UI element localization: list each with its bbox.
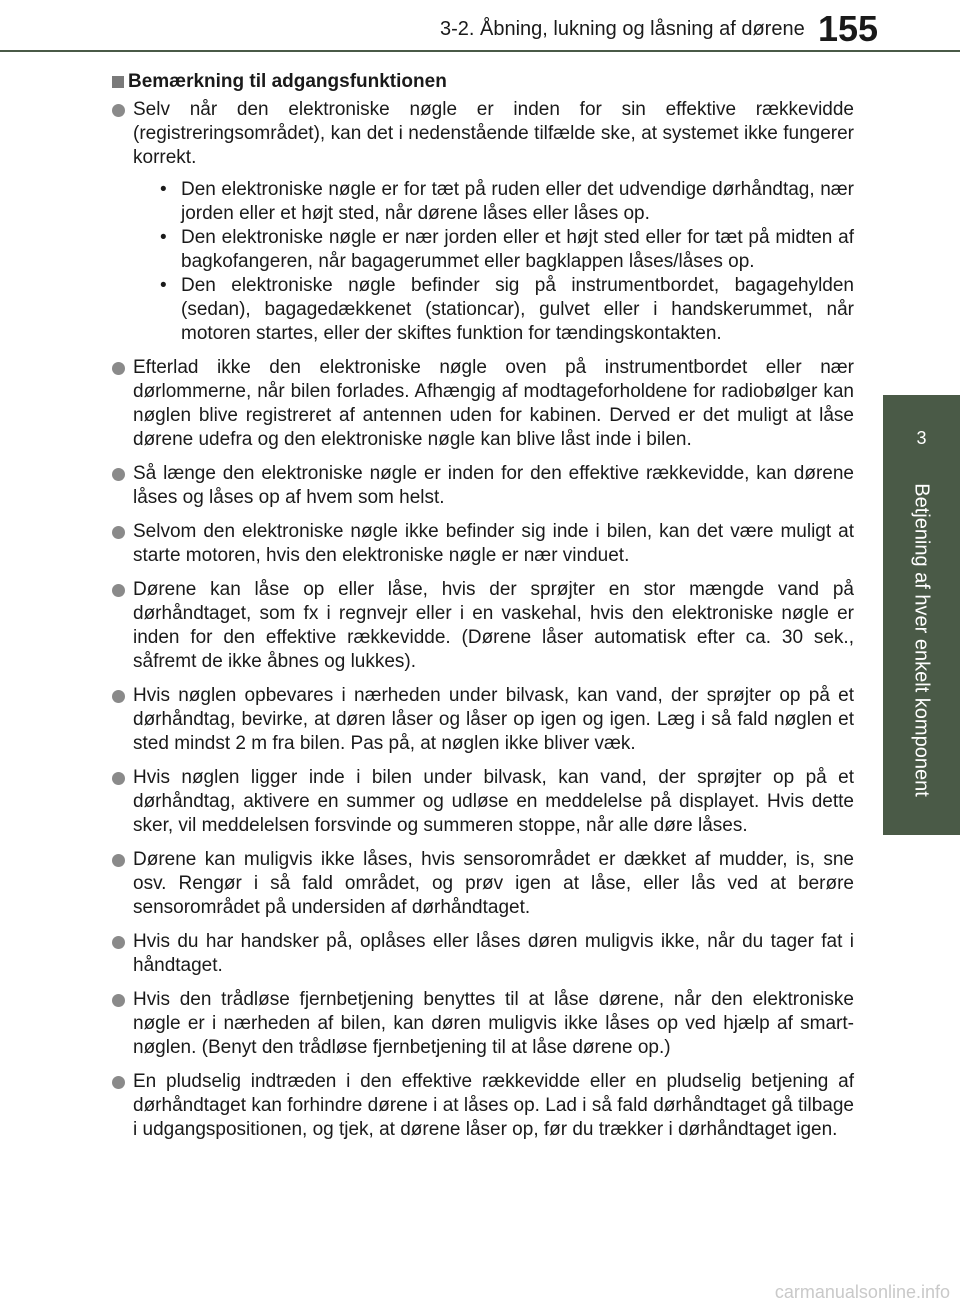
list-item-text: Hvis nøglen opbevares i nærheden under bilvask, kan vand, der sprøjter op på et dørhåndtag, bevirke, at døren låser og låser op igen og igen. Læg i så fald nøglen et sted mindst 2 m fra bilen. Pas på, at nøglen ikke bliver væk. [133,685,854,754]
list-item [112,98,854,346]
list-item [112,356,854,452]
page-header [0,0,960,60]
sub-list-item: • Den elektroniske nøgle befinder sig på instrumentbordet, bagagehylden (sedan), bagagedækkenet (stationcar), gulvet eller i handskerummet, når motoren startes, eller der skiftes funktion for tændingskontakten. [157,274,854,346]
circle-bullet-icon [112,994,125,1007]
chapter-number: 3 [916,428,927,448]
sub-list [157,178,854,346]
sub-list-item: • Den elektroniske nøgle er nær jorden eller et højt sted eller for tæt på midten af bagkofangeren, når bagagerummet eller bagklappen låses/låses op. [157,226,854,274]
circle-bullet-icon [112,362,125,375]
list-item-text: En pludselig indtræden i den effektive rækkevidde eller en pludselig betjening af dørhåndtaget kan forhindre dørene i at låses op. Lad i så fald dørhåndtaget gå tilbage i udgangspositionen, og tjek, at dørene låser op, før du trækker i dørhåndtaget igen. [133,1071,854,1140]
circle-bullet-icon [112,690,125,703]
circle-bullet-icon [112,584,125,597]
list-item [112,578,854,674]
header-rule [0,50,960,52]
list-item [112,684,854,756]
section-title: 3-2. Åbning, lukning og låsning af dørene [440,18,805,40]
list-item [112,766,854,838]
circle-bullet-icon [112,104,125,117]
list-item-text: Hvis du har handsker på, oplåses eller låses døren muligvis ikke, når du tager fat i håndtaget. [133,931,854,976]
main-content [112,70,854,1152]
list-item [112,520,854,568]
circle-bullet-icon [112,936,125,949]
section-heading-text: Bemærkning til adgangsfunktionen [128,71,447,92]
sub-list-item: • Den elektroniske nøgle er for tæt på ruden eller det udvendige dørhåndtag, nær jorden eller et højt sted, når dørene låses eller låses op. [157,178,854,226]
list-item-text: Hvis nøglen ligger inde i bilen under bilvask, kan vand, der sprøjter op på et dørhåndtag, aktivere en summer og udløse en meddelelse på displayet. Hvis dette sker, vil meddelelsen forsvinde og summeren stoppe, når alle døre låses. [133,767,854,836]
circle-bullet-icon [112,854,125,867]
list-item [112,988,854,1060]
list-item-text: Så længe den elektroniske nøgle er inden for den effektive rækkevidde, kan dørene låses og låses op af hvem som helst. [133,463,854,508]
list-item-text: Hvis den trådløse fjernbetjening benyttes til at låse dørene, når den elektroniske nøgle er i nærheden af bilen, kan døren muligvis ikke låses op ved hjælp af smart-nøglen. (Benyt den trådløse fjernbetjening til at låse dørene op.) [133,989,854,1058]
list-item [112,930,854,978]
list-item-text: Efterlad ikke den elektroniske nøgle oven på instrumentbordet eller nær dørlommerne, når bilen forlades. Afhængig af modtageforholdene for radiobølger kan nøglen blive registreret af antennen uden for kabinen. Derved er det muligt at låse dørene udefra og den elektroniske nøgle kan blive låst inde i bilen. [133,357,854,450]
chapter-label: Betjening af hver enkelt komponent [910,483,933,797]
list-item [112,462,854,510]
section-heading [112,70,854,94]
list-item [112,1070,854,1142]
list-item-text: Dørene kan muligvis ikke låses, hvis sensorområdet er dækket af mudder, is, sne osv. Rengør i så fald området, og prøv igen at låse, eller lås ved at berøre sensorområdet på undersiden af dørhåndtaget. [133,849,854,918]
circle-bullet-icon [112,1076,125,1089]
list-item [112,848,854,920]
square-bullet-icon [112,76,124,88]
page-number: 155 [818,8,879,49]
list-item-text: Selv når den elektroniske nøgle er inden for sin effektive rækkevidde (registreringsområdet), kan det i nedenstående tilfælde ske, at systemet ikke fungerer korrekt. [133,99,854,168]
circle-bullet-icon [112,772,125,785]
circle-bullet-icon [112,526,125,539]
list-item-text: Dørene kan låse op eller låse, hvis der sprøjter en stor mængde vand på dørhåndtaget, som fx i regnvejr eller i en vaskehal, hvis den elektroniske nøgle er inden for den effektive rækkevidde. (Dørene låser automatisk efter ca. 30 sek., såfremt de ikke åbnes og lukkes). [133,579,854,672]
circle-bullet-icon [112,468,125,481]
list-item-text: Selvom den elektroniske nøgle ikke befinder sig inde i bilen, kan det være muligt at starte motoren, hvis den elektroniske nøgle er nær vinduet. [133,521,854,566]
watermark: carmanualsonline.info [774,1282,950,1302]
